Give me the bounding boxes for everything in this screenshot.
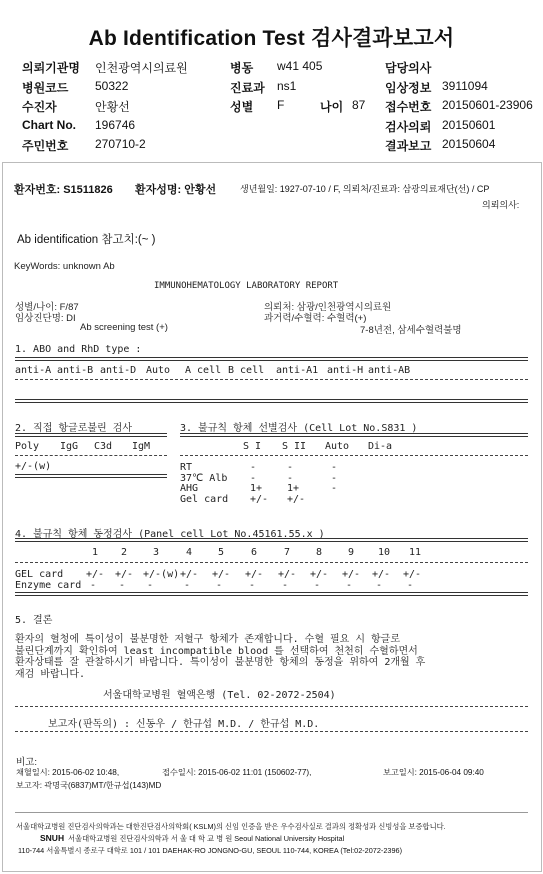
footer-reporter: 보고자: 곽명국(6837)MT/한규섭(143)MD: [16, 781, 162, 790]
screen-cell: -: [287, 462, 294, 473]
hospcode-value: 50322: [95, 79, 129, 93]
panel-cell: -: [314, 579, 321, 591]
report-title: Ab Identification Test 검사결과보고서: [88, 27, 455, 50]
request-value: 20150601: [442, 118, 496, 132]
panel-cell-number: 11: [409, 547, 422, 558]
lab-report-title: IMMUNOHEMATOLOGY LABORATORY REPORT: [154, 281, 339, 291]
sex-label: 성별: [230, 100, 254, 114]
patient-no: 환자번호: S1511826: [14, 184, 113, 196]
report-date-label: 결과보고: [385, 139, 432, 153]
abo-col-header: anti-A1: [276, 365, 319, 376]
divider: [15, 562, 528, 563]
divider: [180, 455, 528, 456]
age-value: 87: [352, 98, 366, 112]
dept-value: ns1: [277, 79, 297, 93]
panel-cell-number: 9: [348, 547, 355, 558]
panel-cell-number: 5: [218, 547, 225, 558]
s3-heading: 3. 불규칙 항체 선별검사 (Cell Lot No.S831 ): [180, 423, 418, 434]
collector-value: 안황선: [95, 100, 130, 114]
panel-cell: +/-: [180, 569, 199, 580]
resident-value: 270710-2: [95, 137, 146, 151]
screen-cell: 1+: [250, 483, 263, 494]
panel-cell-number: 10: [378, 547, 391, 558]
divider: [15, 812, 528, 813]
panel-cell: +/-: [310, 569, 329, 580]
screen-cell: -: [287, 472, 294, 484]
screen-row-label: RT: [180, 462, 193, 473]
conclusion-line: 환자상태를 잘 관찰하시기 바랍니다. 특이성이 불분명한 항체의 동정을 위하여 2개월 후: [15, 657, 426, 668]
screen-col-header: S I: [243, 441, 262, 452]
institution: 서울대학교병원 진단검사의학과 서 울 대 학 교 병 원 Seoul National University Hospital: [68, 834, 345, 843]
screen-cell: 1+: [287, 483, 300, 494]
patient-name: 환자성명: 안황선: [135, 184, 217, 196]
screen-row-label: Gel card: [180, 493, 229, 505]
sex-age: 성별/나이: F/87: [15, 302, 79, 313]
divider: [15, 538, 528, 542]
panel-cell: -: [90, 579, 97, 591]
history2: 7-8년전, 삼세수혈력불명: [360, 325, 462, 336]
screen-cell: -: [250, 472, 257, 484]
s4-heading: 4. 불규칙 항체 동정검사 (Panel cell Lot No.45161.55.x ): [15, 529, 325, 540]
divider: [15, 357, 528, 361]
panel-cell: +/-: [278, 569, 297, 580]
report-date-value: 20150604: [442, 137, 496, 151]
conclusion-line: 불린단계까지 확인하여 least incompatible blood 를 선택하여 천천히 수혈하면서: [15, 645, 418, 657]
collector-label: 수진자: [22, 100, 57, 114]
panel-cell: +/-: [212, 569, 231, 580]
abo-col-header: anti-AB: [368, 365, 411, 376]
conclusion-line: 환자의 혈청에 특이성이 불분명한 저혈구 항체가 존재합니다. 수혈 필요 시 항글로: [15, 634, 401, 645]
panel-cell: -: [216, 579, 223, 591]
panel-cell: +/-: [403, 569, 422, 580]
hospcode-label: 병원코드: [22, 81, 69, 95]
divider: [15, 399, 528, 403]
diagnosis: 임상진단명: DI: [15, 313, 76, 324]
panel-cell-number: 1: [92, 547, 99, 558]
receipt-label: 접수번호: [385, 100, 432, 114]
divider: [15, 433, 167, 437]
address: 110-744 서울특별시 종로구 대학로 101 / 101 DAEHAK-RO JONGNO-GU, SEOUL 110-744, KOREA (Tel:02-2072-2396): [18, 846, 403, 855]
dat-col-header: Poly: [15, 441, 40, 452]
screen-col-header: S II: [282, 441, 307, 452]
screen-row-label: AHG: [180, 483, 199, 494]
screen-cell: -: [331, 483, 338, 494]
screen-col-header: Di-a: [368, 441, 393, 452]
panel-cell: -: [346, 579, 353, 591]
screen-row-label: 37℃ Alb: [180, 472, 228, 484]
dat-col-header: C3d: [94, 441, 113, 452]
req-place: 의뢰처: 삼광/인천광역시의료원: [264, 302, 392, 313]
abo-col-header: Auto: [146, 365, 171, 376]
chart-label: Chart No.: [22, 118, 76, 132]
panel-cell: +/-: [86, 569, 105, 580]
conclusion-line: 재검 바랍니다.: [15, 668, 86, 680]
panel-row-label: GEL card: [15, 569, 64, 580]
request-label: 검사의뢰: [385, 120, 432, 134]
abo-col-header: anti-H: [327, 365, 364, 376]
screen-cell: -: [331, 462, 338, 473]
clinical-label: 임상정보: [385, 81, 432, 95]
panel-row-label: Enzyme card: [15, 579, 82, 591]
clinical-value: 3911094: [442, 79, 488, 93]
panel-cell: -: [119, 579, 126, 591]
panel-cell: +/-: [342, 569, 361, 580]
screen-cell: +/-: [287, 493, 306, 505]
ab-screen: Ab screening test (+): [80, 322, 168, 333]
abo-col-header: anti-D: [100, 365, 137, 376]
abo-col-header: anti-A: [15, 365, 52, 376]
panel-cell: +/-: [372, 569, 391, 580]
dat-col-header: IgM: [132, 441, 151, 452]
snuh-logo: SNUH: [40, 833, 65, 843]
ref-heading: Ab identification 참고치:(~ ): [17, 234, 156, 246]
panel-cell: +/-(w): [143, 569, 180, 580]
panel-cell: -: [407, 579, 414, 591]
blood-bank: 서울대학교병원 혈액은행 (Tel. 02-2072-2504): [103, 690, 336, 701]
dept-label: 진료과: [230, 81, 265, 95]
history: 과거력/수혈력: 수혈력(+): [264, 313, 367, 324]
doctor-label: 담당의사: [385, 61, 432, 75]
divider: [15, 592, 528, 596]
dat-col-header: IgG: [60, 441, 79, 452]
screen-cell: -: [331, 472, 338, 484]
panel-cell: -: [282, 579, 289, 591]
s2-heading: 2. 직접 항글로불린 검사: [15, 423, 133, 434]
divider: [15, 474, 167, 478]
abo-col-header: anti-B: [57, 365, 94, 376]
panel-cell: -: [249, 579, 256, 591]
receipt-value: 20150601-23906: [442, 98, 533, 112]
reported-time: 보고일시: 2015-06-04 09:40: [383, 768, 484, 777]
requester: 의뢰의사:: [482, 200, 520, 210]
abo-col-header: A cell: [185, 365, 222, 376]
panel-cell-number: 2: [121, 547, 128, 558]
panel-cell: -: [147, 579, 154, 591]
panel-cell-number: 7: [284, 547, 291, 558]
divider: [15, 706, 528, 707]
divider: [180, 433, 528, 437]
reporter-line: 보고자(판독의) : 신동우 / 한규섭 M.D. / 한규섭 M.D.: [48, 719, 320, 730]
divider: [15, 455, 167, 456]
sex-value: F: [277, 98, 285, 112]
panel-cell: -: [184, 579, 191, 591]
panel-cell: +/-: [245, 569, 264, 580]
resident-label: 주민번호: [22, 139, 69, 153]
abo-col-header: B cell: [228, 365, 265, 376]
divider: [15, 731, 528, 732]
chart-value: 196746: [95, 118, 136, 132]
hospital-label: 의뢰기관명: [22, 61, 80, 75]
panel-cell-number: 3: [153, 547, 160, 558]
ward-label: 병동: [230, 61, 254, 75]
screen-col-header: Auto: [325, 441, 350, 452]
panel-cell-number: 6: [251, 547, 258, 558]
divider: [15, 379, 528, 380]
panel-cell-number: 4: [186, 547, 193, 558]
patient-info: 생년월일: 1927-07-10 / F, 의뢰처/진료과: 삼광의료재단(선) / CP: [240, 184, 490, 194]
note-label: 비고:: [16, 757, 37, 768]
ward-value: w41 405: [277, 59, 323, 73]
panel-cell: +/-: [115, 569, 134, 580]
screen-cell: +/-: [250, 493, 269, 505]
received-time: 접수일시: 2015-06-02 11:01 (150602-77),: [162, 768, 312, 777]
hospital-value: 인천광역시의료원: [95, 61, 188, 75]
screen-cell: -: [250, 462, 257, 473]
dat-result: +/-(w): [15, 461, 52, 472]
panel-cell-number: 8: [316, 547, 323, 558]
age-label: 나이: [320, 100, 344, 114]
panel-cell: -: [376, 579, 383, 591]
s1-heading: 1. ABO and RhD type :: [15, 344, 142, 355]
keywords: KeyWords: unknown Ab: [14, 261, 115, 272]
s5-heading: 5. 결론: [15, 615, 53, 626]
collected-time: 채혈일시: 2015-06-02 10:48,: [16, 768, 120, 777]
certification: 서울대학교병원 진단검사의학과는 대한진단검사의학회( KSLM)의 신임 인증을 받은 우수검사실로 결과의 정확성과 신빙성을 보증합니다.: [16, 822, 446, 831]
